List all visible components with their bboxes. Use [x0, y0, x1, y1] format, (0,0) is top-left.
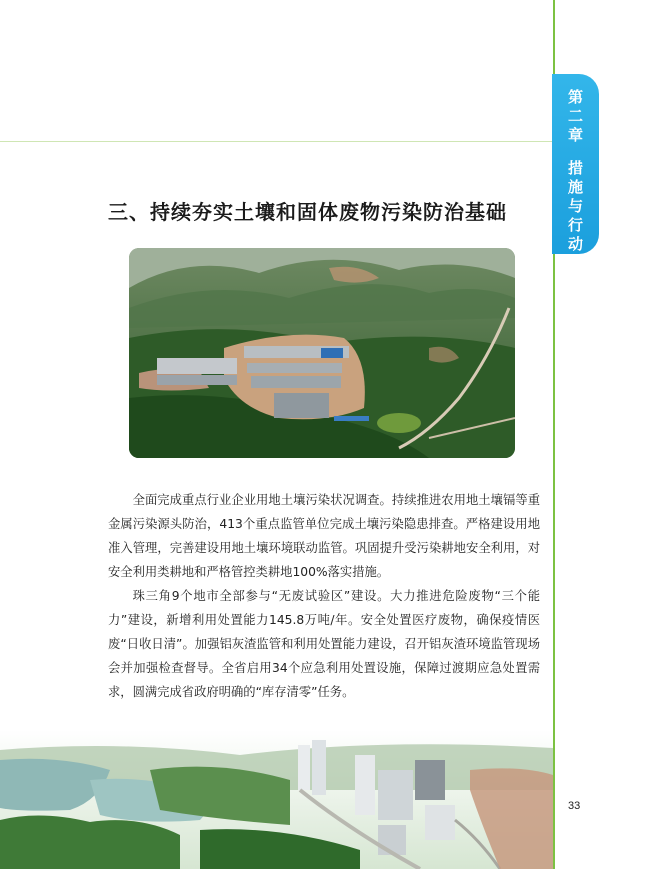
chapter-title: [568, 159, 583, 254]
chapter-char: 章: [567, 126, 583, 144]
body-text: [108, 488, 540, 704]
header-divider: [0, 141, 553, 142]
chapter-tab: [552, 74, 599, 254]
chapter-char: 施: [567, 178, 583, 196]
paragraph: 珠三角9个地市全部参与“无废试验区”建设。大力推进危险废物“三个能力”建设，新增利用处置能力145.8万吨/年。安全处置医疗废物，确保疫情医废“日收日清”。加强铝灰渣监管和利用处置能力建设，召开铝灰渣环境监管现场会并加强检查督导。全省启用34个应急利用处置设施，保障过渡期应急处置需求，圆满完成省政府明确的“库存清零”任务。: [108, 589, 540, 699]
chapter-number: [568, 88, 583, 145]
footer-landscape-photo: [0, 730, 553, 869]
page-number: 33: [568, 800, 581, 812]
chapter-char: 二: [567, 107, 583, 125]
chapter-char: 措: [567, 159, 583, 177]
section-heading: 三、持续夯实土壤和固体废物污染防治基础: [108, 200, 507, 224]
chapter-char: 第: [567, 88, 583, 106]
aerial-photo: [129, 248, 515, 458]
chapter-char: 与: [567, 197, 583, 215]
chapter-char: 动: [567, 235, 583, 253]
paragraph: 全面完成重点行业企业用地土壤污染状况调查。持续推进农用地土壤镉等重金属污染源头防治，413个重点监管单位完成土壤污染隐患排查。严格建设用地准入管理，完善建设用地土壤环境联动监管。巩固提升受污染耕地安全利用，对安全利用类耕地和严格管控类耕地100%落实措施。: [108, 493, 540, 579]
chapter-char: 行: [567, 216, 583, 234]
